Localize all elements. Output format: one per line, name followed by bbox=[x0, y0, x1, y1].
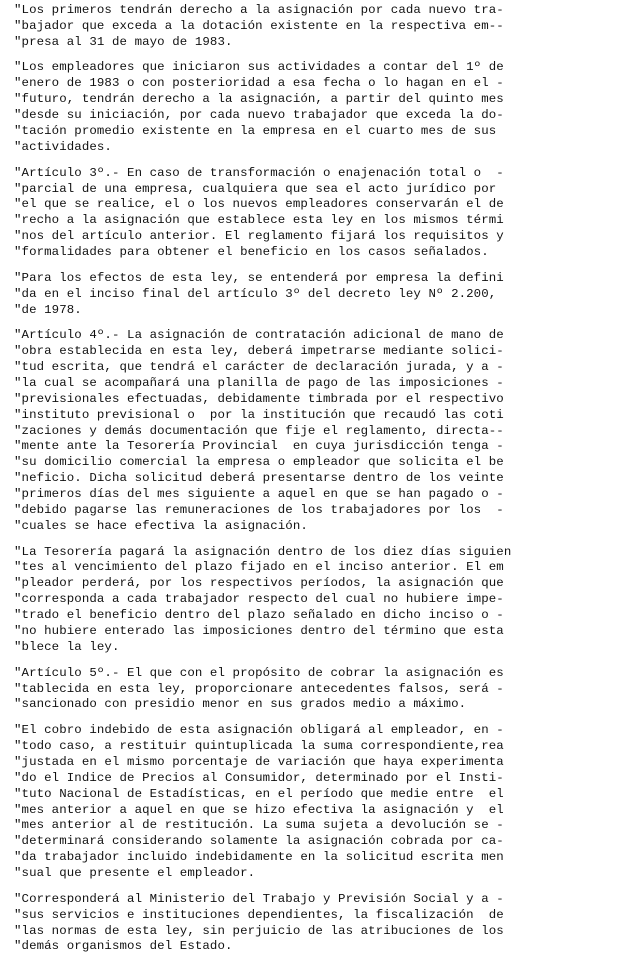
text-line: "primeros días del mes siguiente a aquel en que se han pagado o - bbox=[14, 487, 504, 502]
text-line: "debido pagarse las remuneraciones de los trabajadores por los - bbox=[14, 503, 504, 518]
text-line: "actividades. bbox=[14, 139, 112, 154]
paragraph bbox=[14, 545, 624, 656]
text-line: "su domicilio comercial la empresa o empleador que solicita el be bbox=[14, 455, 504, 470]
text-line: "Los primeros tendrán derecho a la asignación por cada nuevo tra- bbox=[14, 3, 504, 17]
text-line: "parcial de una empresa, cualquiera que sea el acto jurídico por bbox=[14, 181, 497, 196]
text-line: "recho a la asignación que establece esta ley en los mismos térmi bbox=[14, 213, 504, 228]
text-line: "desde su iniciación, por cada nuevo trabajador que exceda la do- bbox=[14, 108, 504, 123]
text-line: "da en el inciso final del artículo 3º del decreto ley Nº 2.200, bbox=[14, 286, 497, 301]
text-line: "nos del artículo anterior. El reglamento fijará los requisitos y bbox=[14, 229, 504, 244]
text-line: "tablecida en esta ley, proporcionare antecedentes falsos, será - bbox=[14, 681, 504, 696]
text-line: "enero de 1983 o con posterioridad a esa fecha o lo hagan en el - bbox=[14, 76, 504, 91]
paragraph bbox=[14, 166, 624, 261]
text-line: "justada en el mismo porcentaje de variación que haya experimenta bbox=[14, 754, 504, 769]
text-line: "Artículo 5º.- El que con el propósito de cobrar la asignación es bbox=[14, 665, 504, 680]
text-line: "tuto Nacional de Estadísticas, en el período que medie entre el bbox=[14, 786, 504, 801]
text-line: "mes anterior al de restitución. La suma sujeta a devolución se - bbox=[14, 818, 504, 833]
text-line: "obra establecida en esta ley, deberá impetrarse mediante solici- bbox=[14, 344, 504, 359]
text-line: "El cobro indebido de esta asignación obligará al empleador, en - bbox=[14, 723, 504, 738]
text-line: "do el Indice de Precios al Consumidor, determinado por el Insti- bbox=[14, 770, 504, 785]
text-line: "no hubiere enterado las imposiciones dentro del término que esta bbox=[14, 624, 504, 639]
text-line: "corresponda a cada trabajador respecto del cual no hubiere impe- bbox=[14, 592, 504, 607]
text-line: "Corresponderá al Ministerio del Trabajo y Previsión Social y a - bbox=[14, 891, 504, 906]
text-line: "neficio. Dicha solicitud deberá presentarse dentro de los veinte bbox=[14, 471, 504, 486]
text-line: "trado el beneficio dentro del plazo señalado en dicho inciso o - bbox=[14, 608, 504, 623]
document-page bbox=[14, 3, 624, 965]
text-line: "de 1978. bbox=[14, 302, 82, 317]
paragraph bbox=[14, 3, 624, 51]
paragraph bbox=[14, 271, 624, 319]
paragraph bbox=[14, 60, 624, 155]
text-line: "zaciones y demás documentación que fije el reglamento, directa-- bbox=[14, 423, 504, 438]
text-line: "Los empleadores que iniciaron sus actividades a contar del 1º de bbox=[14, 60, 504, 75]
text-line: "tud escrita, que tendrá el carácter de declaración jurada, y a - bbox=[14, 360, 504, 374]
text-line: "tación promedio existente en la empresa en el cuarto mes de sus bbox=[14, 124, 497, 139]
text-line: "futuro, tendrán derecho a la asignación, a partir del quinto mes bbox=[14, 92, 504, 107]
text-line: "la cual se acompañará una planilla de pago de las imposiciones - bbox=[14, 375, 504, 390]
text-line: "Para los efectos de esta ley, se entenderá por empresa la defini bbox=[14, 270, 504, 285]
text-line: "blece la ley. bbox=[14, 639, 120, 654]
text-line: "Artículo 3º.- En caso de transformación o enajenación total o - bbox=[14, 165, 504, 180]
paragraph bbox=[14, 666, 624, 714]
text-line: "pleador perderá, por los respectivos períodos, la asignación que bbox=[14, 576, 504, 591]
paragraph bbox=[14, 328, 624, 535]
text-line: "Artículo 4º.- La asignación de contratación adicional de mano de bbox=[14, 328, 504, 343]
text-line: "sancionado con presidio menor en sus grados medio a máximo. bbox=[14, 697, 467, 712]
text-line: "mente ante la Tesorería Provincial en cuya jurisdicción tenga - bbox=[14, 439, 504, 454]
text-line: "las normas de esta ley, sin perjuicio de las atribuciones de los bbox=[14, 923, 504, 938]
paragraph bbox=[14, 723, 624, 882]
text-line: "sus servicios e instituciones dependientes, la fiscalización de bbox=[14, 907, 504, 922]
text-line: "demás organismos del Estado. bbox=[14, 939, 233, 954]
paragraph bbox=[14, 892, 624, 956]
text-line: "determinará considerando solamente la asignación cobrada por ca- bbox=[14, 834, 504, 849]
text-line: "previsionales efectuadas, debidamente timbrada por el respectivo bbox=[14, 391, 504, 406]
text-line: "formalidades para obtener el beneficio en los casos señalados. bbox=[14, 245, 489, 260]
text-line: "instituto previsional o por la institución que recaudó las coti bbox=[14, 407, 504, 422]
text-line: "todo caso, a restituir quintuplicada la suma correspondiente,rea bbox=[14, 738, 504, 753]
text-line: "La Tesorería pagará la asignación dentro de los diez días siguien bbox=[14, 544, 512, 559]
text-line: "tes al vencimiento del plazo fijado en el inciso anterior. El em bbox=[14, 560, 504, 575]
text-line: "da trabajador incluido indebidamente en la solicitud escrita men bbox=[14, 850, 504, 865]
text-line: "el que se realice, el o los nuevos empleadores conservarán el de bbox=[14, 197, 504, 212]
text-line: "mes anterior a aquel en que se hizo efectiva la asignación y el bbox=[14, 802, 504, 817]
text-line: "bajador que exceda a la dotación existente en la respectiva em-- bbox=[14, 18, 504, 33]
text-line: "cuales se hace efectiva la asignación. bbox=[14, 518, 308, 533]
text-line: "presa al 31 de mayo de 1983. bbox=[14, 34, 233, 49]
text-line: "sual que presente el empleador. bbox=[14, 866, 256, 881]
